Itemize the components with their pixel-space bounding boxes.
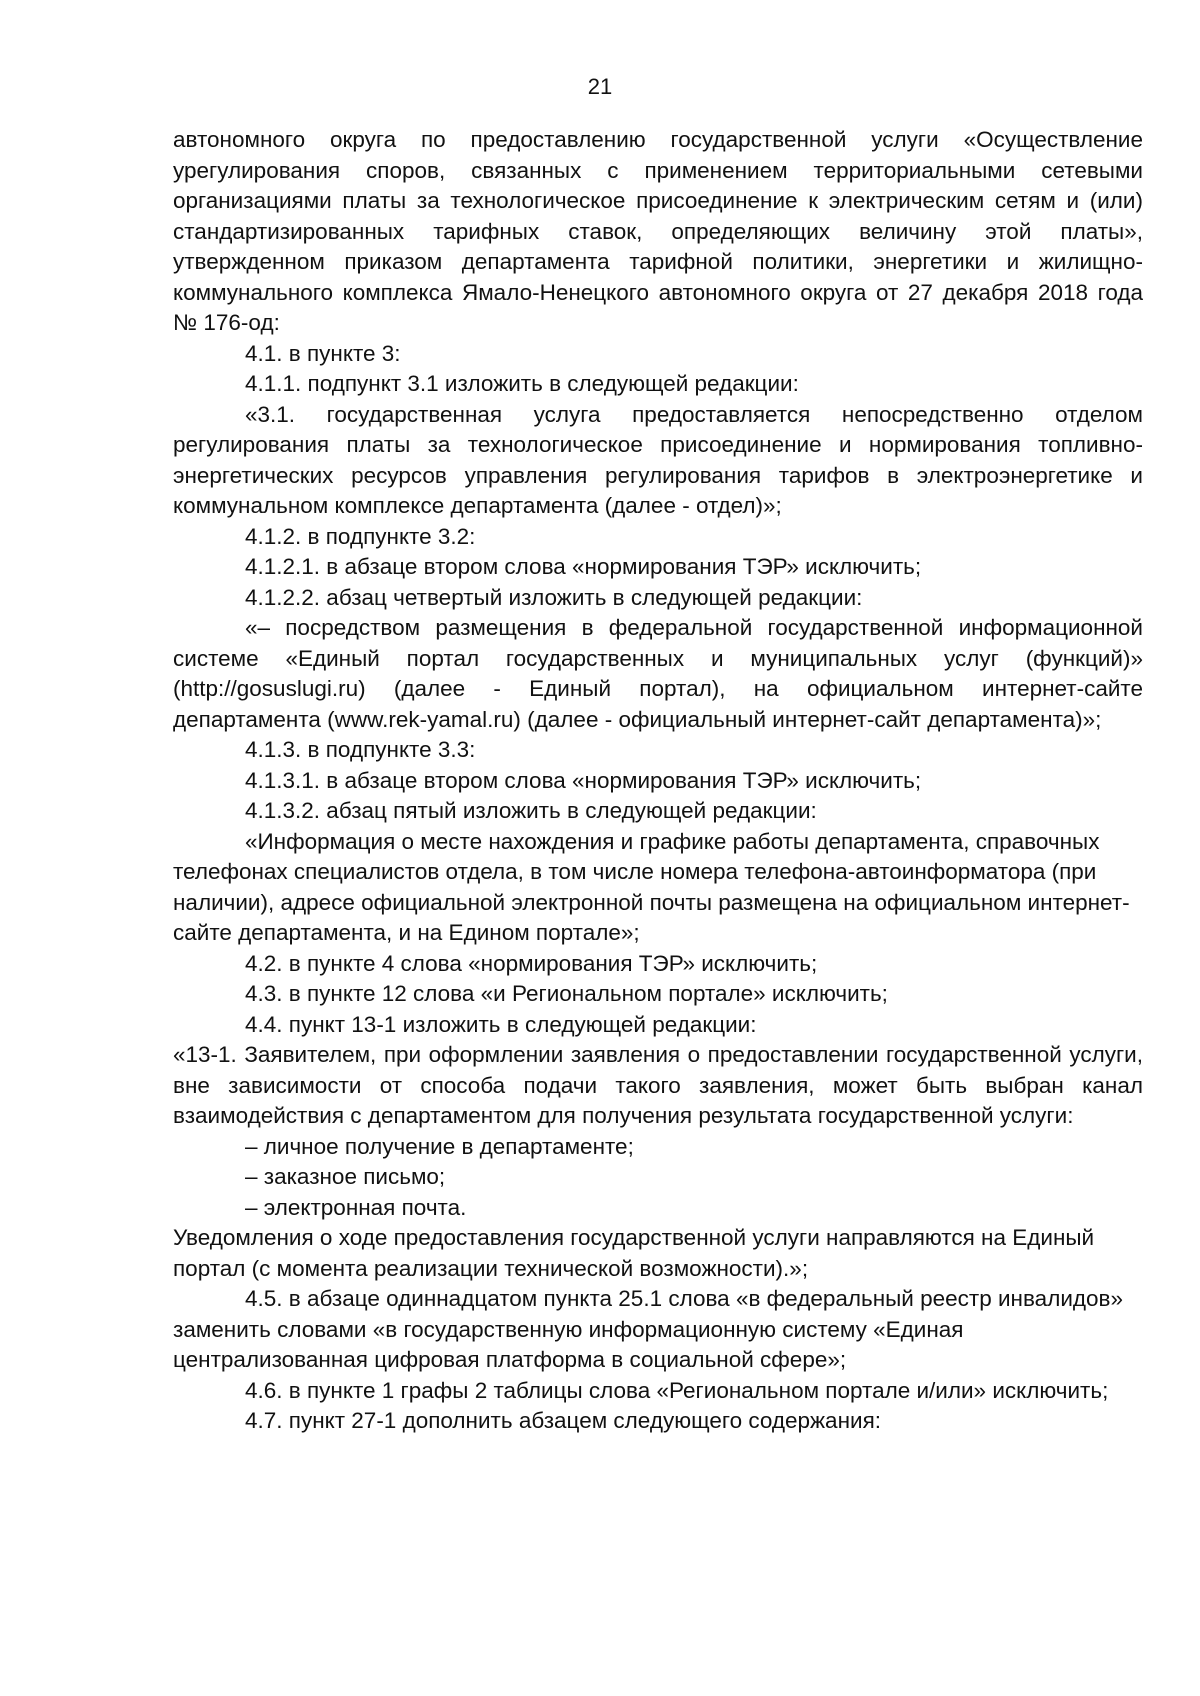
paragraph: 4.1.1. подпункт 3.1 изложить в следующей редакции: <box>245 371 799 396</box>
paragraph: 4.1. в пункте 3: <box>245 340 401 366</box>
paragraph: 4.1.2.2. абзац четвертый изложить в следующей редакции: <box>245 584 863 610</box>
paragraph: автономного округа по предоставлению государственной услуги «Осуществление урегулирования споров, связанных с применением территориальными сетевыми организациями платы за технологическое присоединение к электрическим сетям и (или) стандартизированных тарифных ставок, определяющих величину этой платы», утвержденном приказом департамента тарифной политики, энергетики и жилищно-коммунального комплекса Ямало-Ненецкого автономного округа от 27 декабря 2018 года № 176-од: <box>173 127 1143 335</box>
paragraph: 4.3. в пункте 12 слова «и Региональном портале» исключить; <box>245 981 888 1006</box>
paragraph: «Информация о месте нахождения и графике работы департамента, справочных телефонах специалистов отдела, в том числе номера телефона-автоинформатора (при наличии), адресе официальной электронной почты размещена на официальном интернет-сайте департамента, и на Едином портале»; <box>173 828 1130 945</box>
paragraph: 4.2. в пункте 4 слова «нормирования ТЭР» исключить; <box>245 950 818 976</box>
paragraph: 4.1.2.1. в абзаце втором слова «нормирования ТЭР» исключить; <box>245 554 922 579</box>
page-number: 21 <box>587 74 613 99</box>
paragraph: 4.7. пункт 27-1 дополнить абзацем следующего содержания: <box>245 1408 881 1433</box>
paragraph: 4.5. в абзаце одиннадцатом пункта 25.1 слова «в федеральный реестр инвалидов» заменить словами «в государственную информационную систему «Единая централизованная цифровая платформа в социальной сфере»; <box>173 1286 1124 1372</box>
paragraph: 4.1.3.2. абзац пятый изложить в следующей редакции: <box>245 798 817 823</box>
list-item: – электронная почта. <box>245 1194 467 1220</box>
paragraph: Уведомления о ходе предоставления государственной услуги направляются на Единый портал (с момента реализации технической возможности).»; <box>173 1225 1095 1281</box>
paragraph: 4.1.3.1. в абзаце втором слова «нормирования ТЭР» исключить; <box>245 767 922 793</box>
list-item: – заказное письмо; <box>245 1164 446 1189</box>
document-body <box>173 125 1143 1437</box>
paragraph: 4.6. в пункте 1 графы 2 таблицы слова «Региональном портале и/или» исключить; <box>245 1377 1109 1403</box>
list-item: – личное получение в департаменте; <box>245 1133 634 1159</box>
paragraph: «13-1. Заявителем, при оформлении заявления о предоставлении государственной услуги, вне зависимости от способа подачи такого заявления, может быть выбран канал взаимодействия с департаментом для получения результата государственной услуги: <box>173 1042 1143 1128</box>
paragraph: «3.1. государственная услуга предоставляется непосредственно отделом регулирования платы за технологическое присоединение и нормирования топливно-энергетических ресурсов управления регулирования тарифов в электроэнергетике и коммунальном комплексе департамента (далее - отдел)»; <box>173 401 1143 518</box>
paragraph: «– посредством размещения в федеральной государственной информационной системе «Единый портал государственных и муниципальных услуг (функций)» (http://gosuslugi.ru) (далее - Единый портал), на официальном интернет-сайте департамента (www.rek-yamal.ru) (далее - официальный интернет-сайт департамента)»; <box>173 615 1143 732</box>
paragraph: 4.1.3. в подпункте 3.3: <box>245 737 476 762</box>
paragraph: 4.4. пункт 13-1 изложить в следующей редакции: <box>245 1011 757 1037</box>
paragraph: 4.1.2. в подпункте 3.2: <box>245 523 476 549</box>
